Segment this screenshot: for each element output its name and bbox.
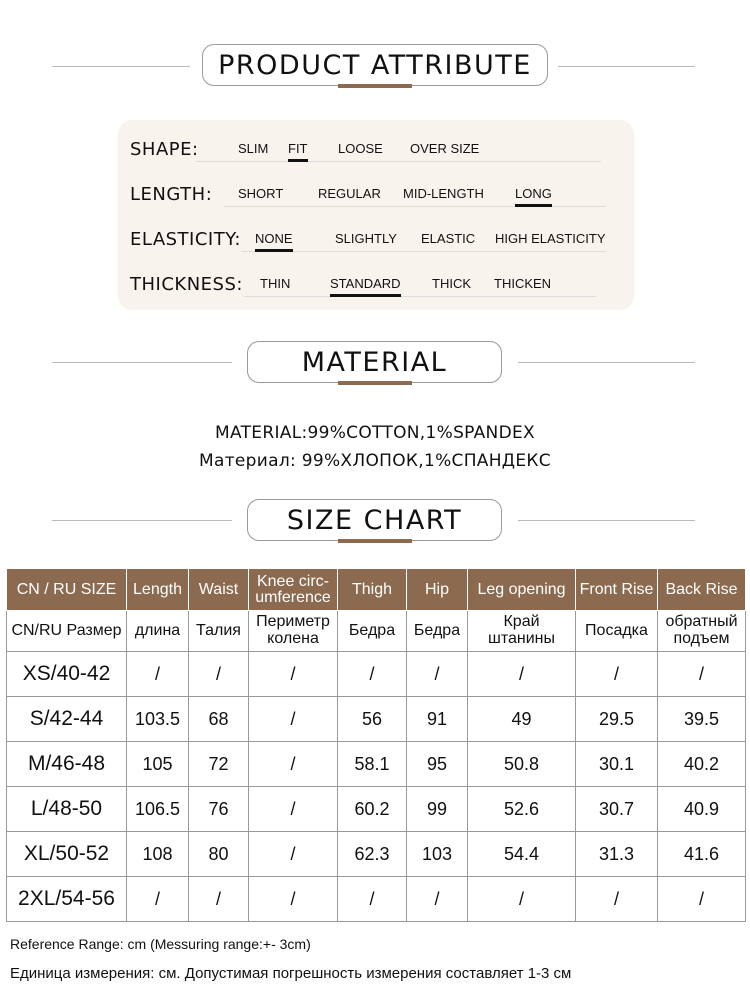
attribute-line: [196, 161, 601, 162]
table-cell: Waist: [189, 569, 249, 611]
table-cell: 72: [189, 742, 249, 787]
heading-accent: [338, 539, 412, 543]
table-cell: обратный подъем: [658, 611, 746, 652]
table-cell: /: [407, 877, 468, 922]
table-cell: Бедра: [407, 611, 468, 652]
table-cell: /: [468, 652, 576, 697]
table-cell: /: [249, 877, 338, 922]
table-cell: 103: [407, 832, 468, 877]
divider: [518, 362, 695, 363]
table-row: [7, 832, 746, 877]
table-cell: L/48-50: [7, 787, 127, 832]
table-cell: Thigh: [338, 569, 407, 611]
table-cell: 103.5: [127, 697, 189, 742]
table-cell: 41.6: [658, 832, 746, 877]
table-cell: CN / RU SIZE: [7, 569, 127, 611]
table-cell: S/42-44: [7, 697, 127, 742]
table-cell: 62.3: [338, 832, 407, 877]
table-cell: 30.7: [576, 787, 658, 832]
attribute-option: REGULAR: [318, 186, 381, 201]
table-cell: /: [338, 877, 407, 922]
attribute-option: SHORT: [238, 186, 284, 201]
table-cell: /: [249, 832, 338, 877]
table-header-en: [7, 569, 746, 611]
table-cell: /: [576, 877, 658, 922]
table-cell: /: [249, 742, 338, 787]
table-cell: Leg opening: [468, 569, 576, 611]
table-cell: 56: [338, 697, 407, 742]
table-header-ru: [7, 611, 746, 652]
table-cell: Back Rise: [658, 569, 746, 611]
table-cell: /: [576, 652, 658, 697]
table-row: [7, 742, 746, 787]
attribute-option: SLIGHTLY: [335, 231, 397, 246]
table-cell: /: [338, 652, 407, 697]
table-row: [7, 697, 746, 742]
table-cell: /: [468, 877, 576, 922]
attribute-option: THICK: [432, 276, 471, 291]
table-cell: 99: [407, 787, 468, 832]
table-cell: Край штанины: [468, 611, 576, 652]
table-cell: 40.9: [658, 787, 746, 832]
attribute-label: LENGTH:: [130, 184, 213, 205]
table-cell: 95: [407, 742, 468, 787]
note-en: Reference Range: cm (Messuring range:+- 3cm): [10, 936, 311, 952]
table-cell: 2XL/54-56: [7, 877, 127, 922]
table-cell: /: [127, 652, 189, 697]
table-cell: 58.1: [338, 742, 407, 787]
table-cell: Knee circ- umference: [249, 569, 338, 611]
attribute-option: HIGH ELASTICITY: [495, 231, 606, 246]
table-cell: /: [249, 652, 338, 697]
table-cell: 91: [407, 697, 468, 742]
table-cell: /: [189, 652, 249, 697]
table-cell: 68: [189, 697, 249, 742]
material-en: MATERIAL:99%COTTON,1%SPANDEX: [215, 423, 535, 443]
table-cell: 54.4: [468, 832, 576, 877]
material-heading: MATERIAL: [247, 341, 502, 383]
attribute-option: LOOSE: [338, 141, 383, 156]
table-row: [7, 652, 746, 697]
divider: [52, 66, 190, 67]
note-ru: Единица измерения: см. Допустимая погрешность измерения составляет 1-3 см: [10, 965, 572, 982]
attribute-option: THIN: [260, 276, 291, 291]
table-cell: /: [127, 877, 189, 922]
table-cell: Hip: [407, 569, 468, 611]
table-row: [7, 877, 746, 922]
material-ru: Материал: 99%ХЛОПОК,1%СПАНДЕКС: [199, 451, 551, 471]
divider: [52, 362, 232, 363]
attribute-label: ELASTICITY:: [130, 229, 241, 250]
table-cell: Бедра: [338, 611, 407, 652]
table-cell: 105: [127, 742, 189, 787]
table-cell: /: [249, 697, 338, 742]
attribute-option: LONG: [515, 186, 552, 201]
attribute-line: [241, 251, 606, 252]
table-cell: длина: [127, 611, 189, 652]
attribute-option: SLIM: [238, 141, 269, 156]
divider: [518, 520, 695, 521]
attribute-row: [130, 177, 630, 207]
table-cell: 106.5: [127, 787, 189, 832]
divider: [558, 66, 695, 67]
attribute-option: FIT: [288, 141, 308, 156]
attribute-label: SHAPE:: [130, 139, 199, 160]
table-cell: 30.1: [576, 742, 658, 787]
attribute-row: [130, 267, 630, 297]
attribute-option: ELASTIC: [421, 231, 476, 246]
table-cell: 40.2: [658, 742, 746, 787]
table-cell: Посадка: [576, 611, 658, 652]
attribute-heading: PRODUCT ATTRIBUTE: [202, 44, 548, 86]
table-cell: M/46-48: [7, 742, 127, 787]
table-cell: 39.5: [658, 697, 746, 742]
table-cell: 31.3: [576, 832, 658, 877]
table-cell: 50.8: [468, 742, 576, 787]
table-cell: CN/RU Размер: [7, 611, 127, 652]
table-cell: 52.6: [468, 787, 576, 832]
table-row: [7, 787, 746, 832]
table-cell: XS/40-42: [7, 652, 127, 697]
heading-accent: [338, 381, 412, 385]
table-cell: XL/50-52: [7, 832, 127, 877]
attribute-option: OVER SIZE: [410, 141, 480, 156]
size-chart-heading: SIZE CHART: [247, 499, 502, 541]
divider: [52, 520, 232, 521]
table-cell: 80: [189, 832, 249, 877]
attribute-line: [244, 296, 596, 297]
table-cell: 49: [468, 697, 576, 742]
table-cell: 60.2: [338, 787, 407, 832]
table-cell: /: [189, 877, 249, 922]
attribute-option: STANDARD: [330, 276, 401, 291]
table-cell: Front Rise: [576, 569, 658, 611]
table-cell: Length: [127, 569, 189, 611]
attribute-row: [130, 222, 630, 252]
table-cell: 108: [127, 832, 189, 877]
attribute-row: [130, 132, 630, 162]
attribute-panel: [118, 120, 634, 310]
table-cell: /: [249, 787, 338, 832]
table-cell: /: [407, 652, 468, 697]
table-cell: 76: [189, 787, 249, 832]
table-cell: Периметр колена: [249, 611, 338, 652]
table-cell: /: [658, 877, 746, 922]
attribute-label: THICKNESS:: [130, 274, 243, 295]
table-cell: Талия: [189, 611, 249, 652]
attribute-option: NONE: [255, 231, 293, 246]
table-cell: /: [658, 652, 746, 697]
size-table: [6, 568, 746, 922]
table-cell: 29.5: [576, 697, 658, 742]
attribute-option: THICKEN: [494, 276, 552, 291]
heading-accent: [338, 84, 412, 88]
attribute-option: MID-LENGTH: [403, 186, 484, 201]
